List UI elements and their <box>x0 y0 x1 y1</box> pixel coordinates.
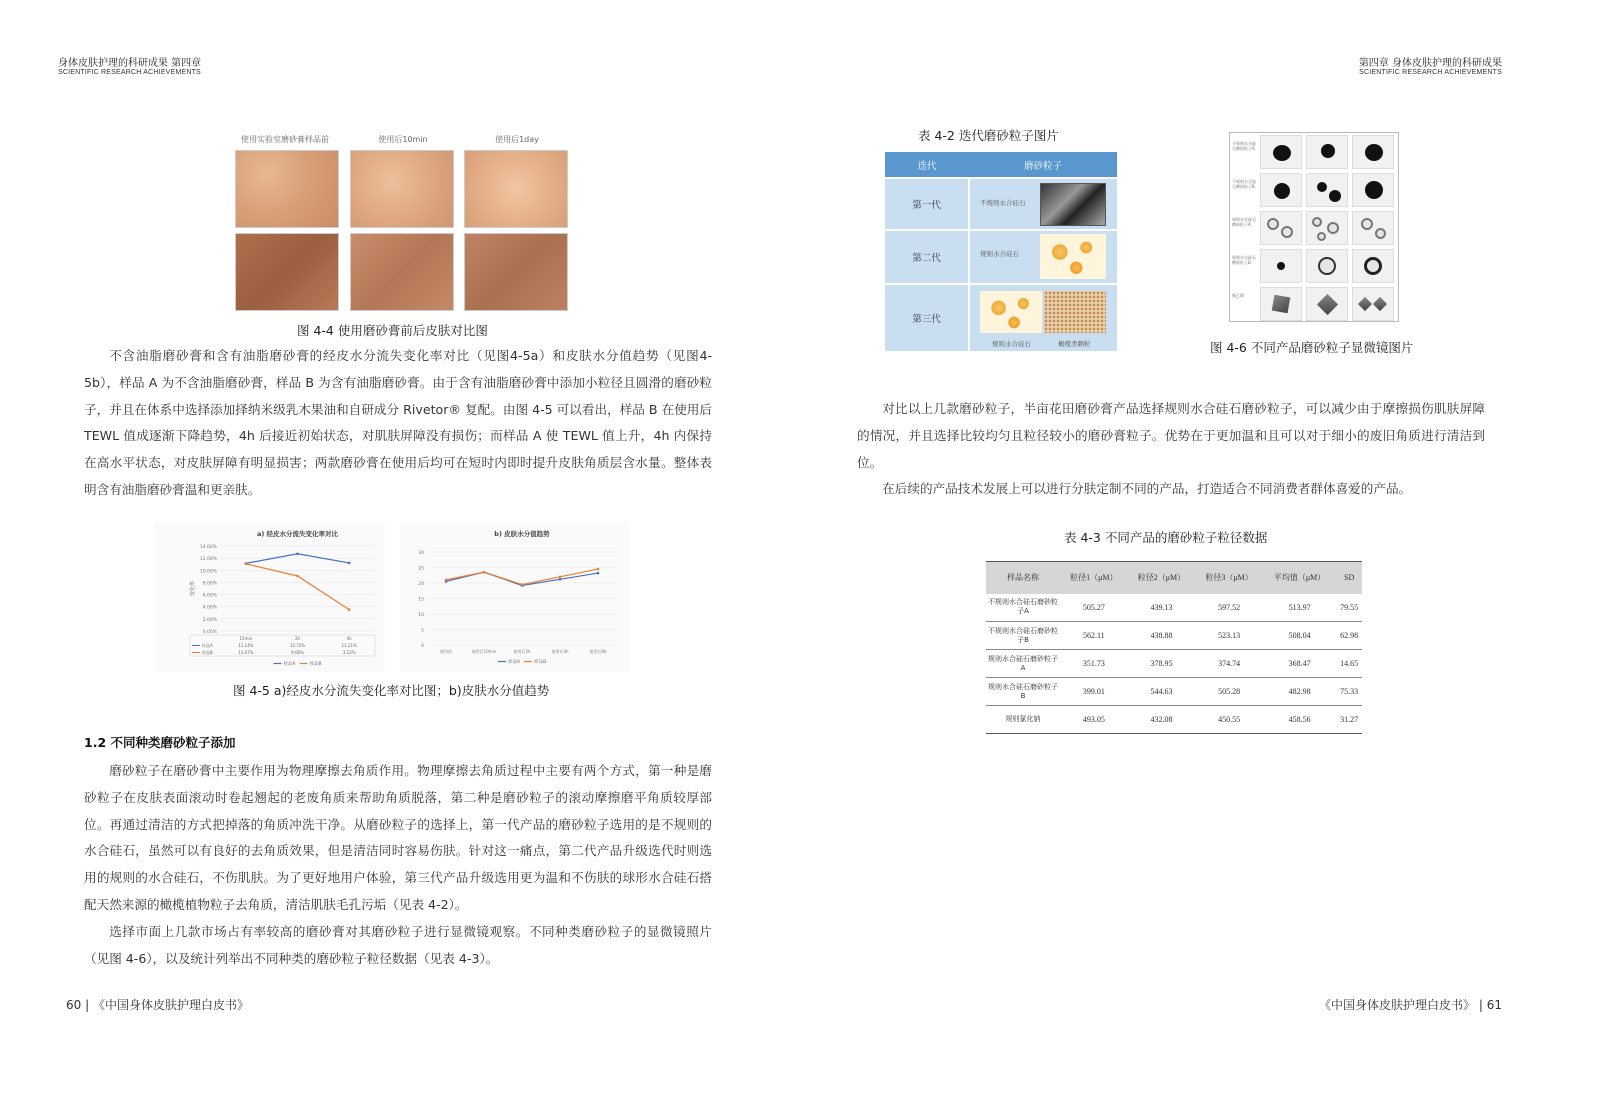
micro-row-label: 不规则水合硅石磨砂粒子B <box>1232 179 1256 189</box>
figure-4-6-microscope-grid <box>1229 132 1399 322</box>
y-tick-label: 0.00% <box>202 630 217 635</box>
figure-4-5-charts <box>155 522 630 677</box>
paragraph-tewl <box>84 343 712 504</box>
y-tick-label: 10.00% <box>199 569 217 575</box>
data-label: 3.53% <box>342 650 356 655</box>
table-cell: 450.55 <box>1195 706 1263 734</box>
legend-label: 样品A <box>283 662 296 667</box>
table-cell: 399.01 <box>1060 678 1128 706</box>
y-tick-label: 8.00% <box>202 581 217 587</box>
table-cell: 508.04 <box>1263 622 1336 650</box>
table-cell: 505.27 <box>1060 594 1128 622</box>
table-cell: 523.13 <box>1195 622 1263 650</box>
header-title: 身体皮肤护理的科研成果 第四章 <box>58 58 202 69</box>
table-cell: 482.98 <box>1263 678 1336 706</box>
particle-label: 规则水合硅石 <box>980 250 1019 258</box>
table-4-2-title: 表 4-2 迭代磨砂粒子图片 <box>918 128 1059 143</box>
legend-label: 样品B <box>534 660 547 665</box>
skin-col-label: 使用实验室磨砂膏样品前 <box>241 135 329 144</box>
table-cell: 493.05 <box>1060 706 1128 734</box>
table-cell: 505.28 <box>1195 678 1263 706</box>
table-cell: 368.47 <box>1263 650 1336 678</box>
series-name: 样品B <box>202 650 213 655</box>
data-point <box>296 575 299 578</box>
data-point <box>597 568 600 571</box>
y-tick-label: 15 <box>418 597 424 603</box>
section-title: 1.2 不同种类磨砂粒子添加 <box>84 735 236 750</box>
sample-name: 规则水合硅石磨砂粒子A <box>986 650 1060 678</box>
data-label: 11.07% <box>238 650 254 655</box>
olive-particle-image <box>1044 291 1106 333</box>
table-cell: 432.08 <box>1128 706 1196 734</box>
table-cell: 31.27 <box>1336 706 1362 734</box>
sample-name: 不规则水合硅石磨砂粒子B <box>986 622 1060 650</box>
generation-label: 第二代 <box>885 230 969 284</box>
micro-row-label: 规则水合硅石磨砂粒子B <box>1232 255 1256 265</box>
micro-row-label: 规则水合硅石磨砂粒子A <box>1232 217 1256 227</box>
x-tick-label: 4h <box>346 636 352 641</box>
particle-cell <box>970 179 1117 229</box>
data-point <box>348 608 351 611</box>
micro-row <box>1230 247 1400 285</box>
skin-photo <box>235 233 339 311</box>
skin-col-label: 使用后1day <box>495 135 539 144</box>
data-point <box>348 562 351 565</box>
table-header: SD <box>1336 562 1362 594</box>
x-tick-label: 使用后2h <box>513 649 531 654</box>
skin-photo <box>350 150 454 228</box>
skin-photo <box>464 233 568 311</box>
right-page <box>805 0 1610 1100</box>
figure-4-4-caption: 图 4-4 使用磨砂膏前后皮肤对比图 <box>297 323 488 338</box>
micro-row <box>1230 171 1400 209</box>
series-name: 样品A <box>202 643 213 648</box>
sample-name: 规则水合硅石磨砂粒子B <box>986 678 1060 706</box>
irregular-silica-image <box>1040 183 1106 226</box>
micro-row-label: 不规则水合硅石磨砂粒子A <box>1232 141 1256 151</box>
table-cell: 378.95 <box>1128 650 1196 678</box>
paragraph-text: 磨砂粒子在磨砂膏中主要作用为物理摩擦去角质作用。物理摩擦去角质过程中主要有两个方式，第一种是磨砂粒子在皮肤表面滚动时卷起翘起的老废角质来帮助角质脱落，第二种是磨砂粒子的滚动摩擦磨平角质较厚部位。再通过清洁的方式把掉落的角质冲洗干净。从磨砂粒子的选择上，第一代产品的磨砂粒子选用的是不规则的水合硅石，虽然可以有良好的去角质效果，但是清洁同时容易伤肤。针对这一痛点，第二代产品升级选代时则选用的规则的水合硅石，不伤肌肤。为了更好地用户体验，第三代产品升级选用更为温和不伤肤的球形水合硅石搭配天然来源的橄榄植物粒子去角质，清洁肌肤毛孔污垢（见表 4-2）。 <box>84 763 712 912</box>
particle-label: 规则水合硅石 <box>992 340 1031 348</box>
table-row <box>986 594 1362 622</box>
table-4-3 <box>986 561 1362 734</box>
y-tick-label: 14.00% <box>199 545 217 550</box>
data-label: 12.72% <box>289 643 306 648</box>
y-tick-label: 6.00% <box>202 593 217 599</box>
x-tick-label: 使用前 <box>440 649 452 654</box>
header-subtitle: SCIENTIFIC RESEARCH ACHIEVEMENTS <box>58 69 201 76</box>
data-point <box>245 562 248 565</box>
data-label: 11.21% <box>341 643 357 648</box>
skin-photo <box>235 150 339 228</box>
y-tick-label: 20 <box>418 582 424 587</box>
table-header: 粒径2（μM） <box>1128 562 1196 594</box>
regular-silica-image <box>980 291 1042 333</box>
micro-row <box>1230 209 1400 247</box>
x-tick-label: 使用后4h <box>551 649 569 654</box>
table-4-3-title: 表 4-3 不同产品的磨砂粒子粒径数据 <box>1064 530 1268 545</box>
generation-label: 第一代 <box>885 178 969 230</box>
y-tick-label: 25 <box>418 566 424 572</box>
x-tick-label: 15min <box>239 636 253 641</box>
header-subtitle: SCIENTIFIC RESEARCH ACHIEVEMENTS <box>1359 69 1502 76</box>
data-point <box>521 583 524 586</box>
table-4-2 <box>885 152 1117 351</box>
skin-col-label: 使用后10min <box>378 135 428 144</box>
figure-4-6-caption: 图 4-6 不同产品磨砂粒子显微镜图片 <box>1210 340 1414 355</box>
data-point <box>483 571 486 574</box>
table-row <box>885 178 1117 230</box>
x-tick-label: 使用后6h <box>589 649 607 654</box>
page-footer: 《中国身体皮肤护理白皮书》 | 61 <box>1319 998 1502 1012</box>
paragraph-scrub-particles <box>84 758 712 972</box>
particle-cell <box>970 285 1117 351</box>
micro-row <box>1230 285 1400 323</box>
table-cell: 75.33 <box>1336 678 1362 706</box>
y-tick-label: 5 <box>421 628 424 634</box>
page-footer: 60 | 《中国身体皮肤护理白皮书》 <box>66 998 249 1012</box>
table-row <box>986 622 1362 650</box>
data-label: 9.06% <box>291 650 304 655</box>
y-tick-label: 12.00% <box>199 557 217 563</box>
x-tick-label: 使用后10min <box>471 649 497 654</box>
sample-name: 不规则水合硅石磨砂粒子A <box>986 594 1060 622</box>
table-row <box>885 230 1117 284</box>
table-cell: 79.55 <box>1336 594 1362 622</box>
skin-photo <box>464 150 568 228</box>
y-tick-label: 2.00% <box>202 617 217 623</box>
table-header: 平均值（μM） <box>1263 562 1336 594</box>
data-point <box>445 579 448 582</box>
figure-4-5-caption: 图 4-5 a)经皮水分流失变化率对比图；b)皮肤水分值趋势 <box>233 683 550 698</box>
particle-label: 橄榄类颗粒 <box>1058 340 1091 348</box>
paragraph-text: 选择市面上几款市场占有率较高的磨砂膏对其磨砂粒子进行显微镜观察。不同种类磨砂粒子的显微镜照片（见图 4-6），以及统计列举出不同种类的磨砂粒子粒径数据（见表 4-3）。 <box>84 923 712 966</box>
data-point <box>559 578 562 581</box>
table-cell: 438.88 <box>1128 622 1196 650</box>
data-point <box>559 576 562 579</box>
paragraph-text: 不含油脂磨砂膏和含有油脂磨砂膏的经皮水分流失变化率对比（见图4-5a）和皮肤水分值趋势（见图4-5b），样品 A 为不含油脂磨砂膏，样品 B 为含有油脂磨砂膏。由于含有油脂磨砂膏中添加小粒径且圆滑的磨砂粒子，并且在体系中选择添加择纳米级乳木果油和自研成分 Rivetor® 复配。由图 4-5 可以看出，样品 B 在使用后 TEWL 值成逐渐下降趋势，4h 后接近初始状态，对肌肤屏障没有损伤；而样品 A 使 TEWL 值上升，4h 内保持在高水平状态，对皮肤屏障有明显损害；两款磨砂膏在使用后均可在短时内即时提升皮肤角质层含水量。整体表明含有油脂磨砂膏温和更亲肤。 <box>84 348 712 497</box>
table-header: 磨砂粒子 <box>969 152 1117 178</box>
table-header: 粒径3（μM） <box>1195 562 1263 594</box>
legend-label: 样品B <box>309 662 322 667</box>
table-cell: 374.74 <box>1195 650 1263 678</box>
y-tick-label: 4.00% <box>202 605 217 611</box>
table-cell: 562.11 <box>1060 622 1128 650</box>
figure-4-4-skin-comparison <box>230 134 590 318</box>
table-header: 迭代 <box>885 152 969 178</box>
particle-cell <box>970 231 1117 283</box>
table-cell: 513.97 <box>1263 594 1336 622</box>
table-row <box>986 650 1362 678</box>
y-tick-label: 30 <box>418 551 424 556</box>
micro-row-label: 聚乙烯 <box>1232 293 1244 298</box>
regular-silica-image <box>1040 234 1106 279</box>
table-row <box>986 706 1362 734</box>
table-cell: 62.98 <box>1336 622 1362 650</box>
table-row <box>986 678 1362 706</box>
skin-photo <box>350 233 454 311</box>
chart-title: b) 皮肤水分值趋势 <box>494 530 550 538</box>
y-axis-label: 变化率 <box>190 580 196 597</box>
sample-name: 规则氯化钠 <box>986 706 1060 734</box>
table-row <box>885 284 1117 351</box>
paragraph-text: 对比以上几款磨砂粒子，半亩花田磨砂膏产品选择规则水合硅石磨砂粒子，可以减少由于摩擦损伤肌肤屏障的情况，并且选择比较均匀且粒径较小的磨砂膏粒子。优势在于更加温和且可以对于细小的废旧角质进行清洁到位。 <box>857 401 1485 470</box>
table-cell: 597.52 <box>1195 594 1263 622</box>
table-cell: 544.63 <box>1128 678 1196 706</box>
y-tick-label: 0 <box>421 644 424 649</box>
table-cell: 458.56 <box>1263 706 1336 734</box>
data-label: 11.14% <box>238 643 254 648</box>
data-point <box>597 572 600 575</box>
y-tick-label: 10 <box>418 613 424 618</box>
x-tick-label: 2h <box>294 636 301 641</box>
table-cell: 351.73 <box>1060 650 1128 678</box>
table-cell: 14.65 <box>1336 650 1362 678</box>
chart-title: a) 经皮水分流失变化率对比 <box>256 530 339 538</box>
micro-row <box>1230 133 1400 171</box>
table-cell: 439.13 <box>1128 594 1196 622</box>
table-header: 样品名称 <box>986 562 1060 594</box>
legend-label: 样品A <box>508 660 521 665</box>
particle-label: 不规则水合硅石 <box>980 199 1026 207</box>
data-point <box>296 552 299 555</box>
table-header: 粒径1（μM） <box>1060 562 1128 594</box>
paragraph-text: 在后续的产品技术发展上可以进行分肤定制不同的产品，打造适合不同消费者群体喜爱的产品。 <box>882 481 1412 497</box>
generation-label: 第三代 <box>885 284 969 351</box>
paragraph-conclusion <box>857 396 1485 503</box>
header-title: 第四章 身体皮肤护理的科研成果 <box>1358 58 1502 69</box>
